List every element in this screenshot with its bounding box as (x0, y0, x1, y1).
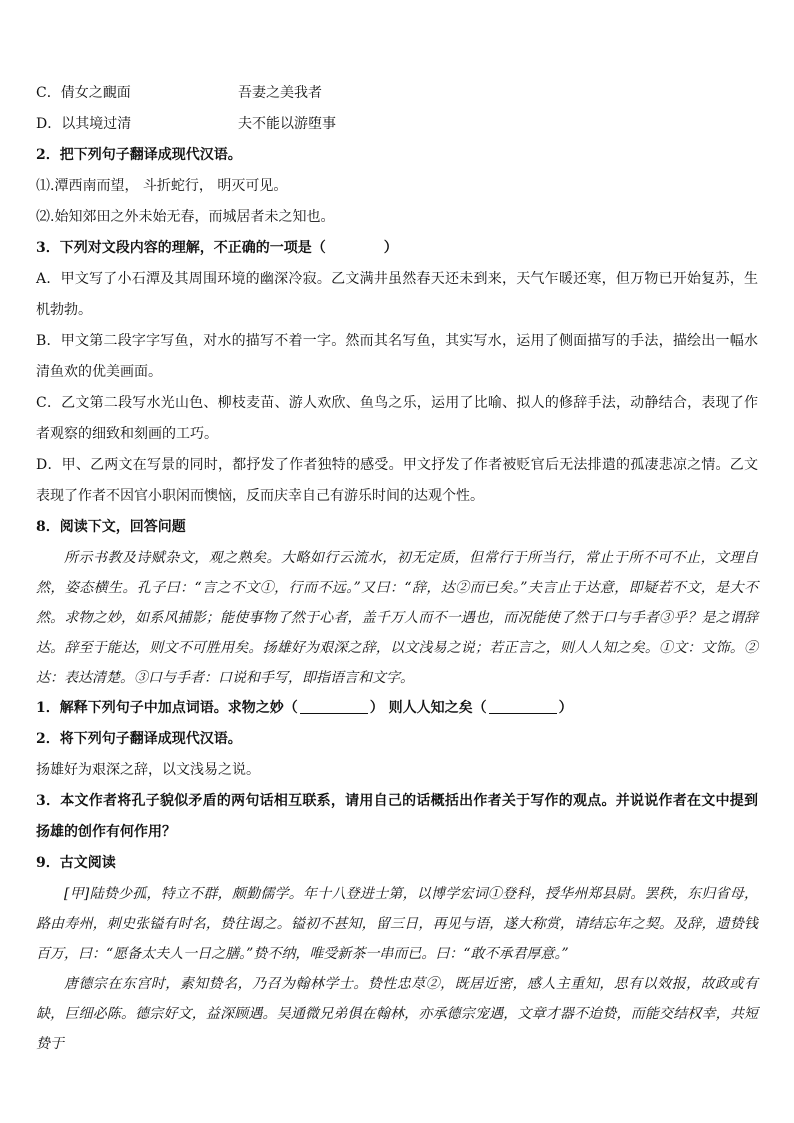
q3-stem-text: 3．下列对文段内容的理解，不正确的一项是（ (36, 240, 326, 256)
exam-page (36, 78, 758, 1059)
section-8-q2: 2．将下列句子翻译成现代汉语。 (36, 731, 242, 747)
section-8-q1 (36, 693, 758, 724)
option-c-right: 吾妻之美我者 (238, 85, 322, 101)
q3-option-b: B．甲文第二段字字写鱼，对水的描写不着一字。然而其名写鱼，其实写水，运用了侧面描写的手法，描绘出一幅水清鱼欢的优美画面。 (36, 333, 758, 380)
section-9-title: 9．古文阅读 (36, 855, 116, 871)
option-d-right: 夫不能以游堕事 (238, 116, 336, 132)
section-9-para-2: 唐德宗在东宫时，素知贽名，乃召为翰林学士。贽性忠荩②，既居近密，感人主重知，思有以效报，故政或有缺，巨细必陈。德宗好文，益深顾遇。吴通微兄弟俱在翰林，亦承德宗宠遇，文章才器不迨贽，而能交结权幸，共短贽于 (36, 976, 758, 1052)
section-9-para-1: [甲]陆贽少孤，特立不群，颇勤儒学。年十八登进士第，以博学宏词①登科，授华州郑县尉。罢秩，东归省母，路由寿州，刺史张镒有时名，贽往谒之。镒初不甚知，留三日，再见与语，遂大称赏，请结忘年之契。及辞，遗贽钱百万，曰：“愿备太夫人一日之膳。”贽不纳，唯受新茶一串而已。曰：“敢不承君厚意。” (36, 886, 758, 962)
section-8-title: 8．阅读下文，回答问题 (36, 519, 186, 535)
q3-stem (36, 233, 758, 264)
s8-q1-text-c: ） (558, 700, 573, 716)
option-d-left: D．以其境过清 (36, 116, 132, 132)
q3-option-d: D．甲、乙两文在写景的同时，都抒发了作者独特的感受。甲文抒发了作者被贬官后无法排遣的孤凄悲凉之情。乙文表现了作者不因官小职闲而懊恼，反而庆幸自己有游乐时间的达观个性。 (36, 457, 758, 504)
option-c-row (36, 78, 758, 109)
q2-sentence-1: ⑴.潭西南而望， 斗折蛇行， 明灭可见。 (36, 178, 288, 194)
section-8-q3: 3．本文作者将孔子貌似矛盾的两句话相互联系，请用自己的话概括出作者关于写作的观点。并说说作者在文中提到扬雄的创作有何作用？ (36, 793, 758, 840)
q3-stem-close: ） (383, 240, 398, 256)
answer-blank-1[interactable] (300, 699, 368, 714)
q3-option-a: A．甲文写了小石潭及其周围环境的幽深冷寂。乙文满井虽然春天还未到来，天气乍暖还寒，但万物已开始复苏，生机勃勃。 (36, 271, 758, 318)
option-d-row (36, 109, 758, 140)
option-c-left: C．倩女之靦面 (36, 85, 131, 101)
section-8-passage: 所示书教及诗赋杂文，观之熟矣。大略如行云流水，初无定质，但常行于所当行，常止于所不可不止，文理自然，姿态横生。孔子曰：“言之不文①，行而不远。”又曰：“辞，达②而已矣。”夫言止于达意，即疑若不文，是大不然。求物之妙，如系风捕影；能使事物了然于心者，盖千万人而不一遇也，而况能使了然于口与手者③乎？是之谓辞达。辞至于能达，则文不可胜用矣。扬雄好为艰深之辞，以文浅易之说；若正言之，则人人知之矣。①文：文饰。②达：表达清楚。③口与手者：口说和手写，即指语言和文字。 (36, 550, 758, 686)
q2-sentence-2: ⑵.始知郊田之外未始无春，而城居者未之知也。 (36, 209, 335, 225)
s8-q1-text-a: 1．解释下列句子中加点词语。求物之妙（ (36, 700, 298, 716)
section-8-q2-sentence: 扬雄好为艰深之辞，以文浅易之说。 (36, 762, 260, 778)
q3-option-c: C．乙文第二段写水光山色、柳枝麦苗、游人欢欣、鱼鸟之乐，运用了比喻、拟人的修辞手法，动静结合，表现了作者观察的细致和刻画的工巧。 (36, 395, 758, 442)
q2-stem: 2．把下列句子翻译成现代汉语。 (36, 147, 242, 163)
s8-q1-text-b: ） 则人人知之矣（ (369, 700, 487, 716)
answer-blank-2[interactable] (489, 699, 557, 714)
